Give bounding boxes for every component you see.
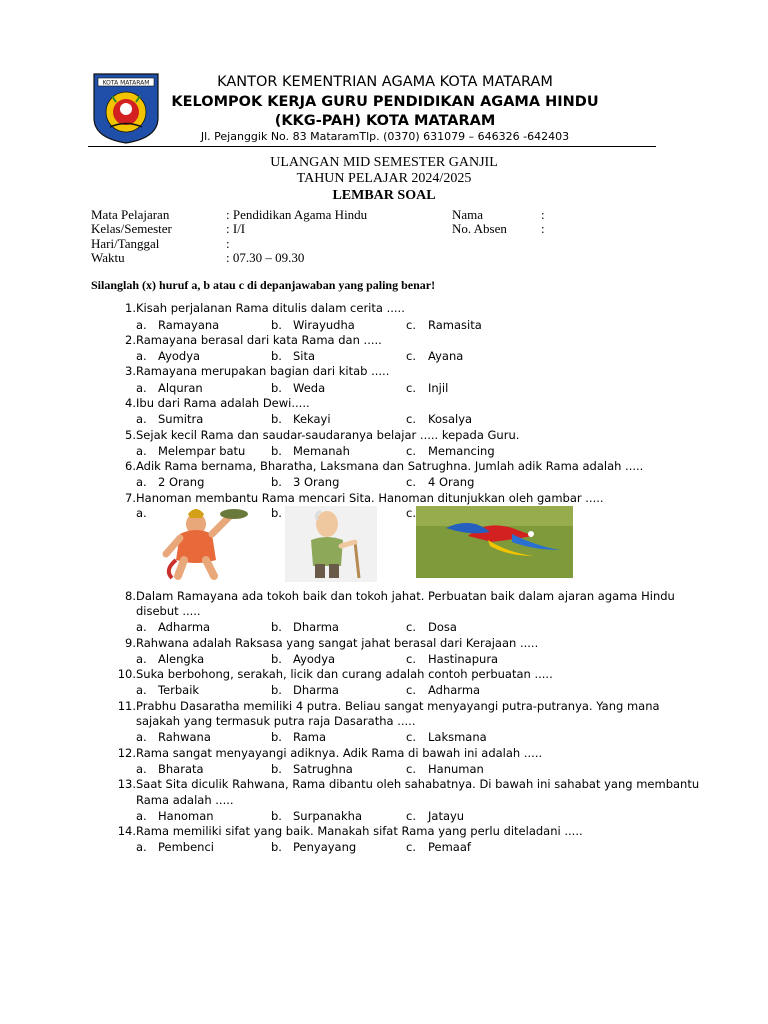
option-a: a. — [136, 506, 147, 520]
question-1 — [112, 301, 405, 315]
option-c: c. Ayana — [406, 349, 464, 363]
info-label-absen: No. Absen — [452, 221, 507, 236]
info-value-class: : I/I — [226, 221, 246, 236]
option-b: b. Ayodya — [271, 652, 336, 666]
exam-subtitle: LEMBAR SOAL — [332, 188, 436, 203]
info-value-subject: : Pendidikan Agama Hindu — [226, 207, 368, 222]
option-c: c. Adharma — [406, 683, 481, 697]
option-a: a. Ayodya — [136, 349, 201, 363]
info-value-absen: : — [541, 221, 545, 236]
question-number: 1. — [125, 301, 136, 315]
info-label-subject: Mata Pelajaran — [91, 207, 170, 222]
option-a: a. Alengka — [136, 652, 205, 666]
header-divider — [88, 146, 656, 147]
option-a: a. Ramayana — [136, 318, 220, 332]
info-label-name: Nama — [452, 207, 484, 222]
header-address: Jl. Pejanggik No. 83 MataramTlp. (0370) 631079 – 646326 -642403 — [200, 130, 570, 143]
question-13-continued: Rama adalah ..... — [136, 793, 234, 807]
question-6: 6. Adik Rama bernama, Bharatha, Laksmana dan Satrughna. Jumlah adik Rama adalah ..... — [125, 459, 644, 473]
option-b: b. Wirayudha — [271, 318, 355, 332]
option-c: c. 4 Orang — [406, 475, 475, 489]
header-line-1: KANTOR KEMENTRIAN AGAMA KOTA MATARAM — [217, 74, 553, 90]
option-b: b. Weda — [271, 381, 326, 395]
question-8-continued: disebut ..... — [136, 604, 201, 618]
info-label-date: Hari/Tanggal — [91, 236, 160, 251]
option-a: a. Alquran — [136, 381, 203, 395]
option-a: a. Rahwana — [136, 730, 211, 744]
question-2: 2. Ramayana berasal dari kata Rama dan ..... — [125, 333, 382, 347]
question-12: 12. Rama sangat menyayangi adiknya. Adik Rama di bawah ini adalah ..... — [117, 746, 543, 760]
option-c: c. — [406, 506, 416, 520]
hanoman-picture — [158, 504, 250, 580]
option-b: b. — [271, 506, 282, 520]
option-c: c. Jatayu — [406, 809, 465, 823]
logo-text: KOTA MATARAM — [102, 79, 150, 87]
option-b: b. Sita — [271, 349, 316, 363]
question-4: 4. Ibu dari Rama adalah Dewi..... — [125, 396, 310, 410]
option-a: a. Bharata — [136, 762, 204, 776]
old-man-picture — [285, 506, 377, 582]
option-b: b. 3 Orang — [271, 475, 340, 489]
option-c: c. Kosalya — [406, 412, 473, 426]
info-label-time: Waktu — [91, 250, 125, 265]
option-c: c. Pemaaf — [406, 840, 471, 854]
question-3: 3. Ramayana merupakan bagian dari kitab ..... — [125, 364, 390, 378]
info-value-time: : 07.30 – 09.30 — [226, 250, 305, 265]
option-c: c. Hastinapura — [406, 652, 499, 666]
parrot-picture — [416, 506, 573, 578]
option-b: b. Memanah — [271, 444, 350, 458]
header-line-3: (KKG-PAH) KOTA MATARAM — [274, 113, 496, 129]
option-b: b. Dharma — [271, 620, 339, 634]
option-a: a. Hanoman — [136, 809, 214, 823]
question-11: 11. Prabhu Dasaratha memiliki 4 putra. Beliau sangat menyayangi putra-putranya. Yang mana — [117, 699, 660, 713]
question-7: 7. Hanoman membantu Rama mencari Sita. Hanoman ditunjukkan oleh gambar ..... — [125, 491, 604, 505]
option-b: b. Rama — [271, 730, 327, 744]
option-b: b. Kekayi — [271, 412, 331, 426]
info-value-date: : — [226, 236, 230, 251]
question-5: 5. Sejak kecil Rama dan saudar-saudaranya belajar ..... kepada Guru. — [125, 428, 520, 442]
option-a: a. Sumitra — [136, 412, 204, 426]
instruction: Silanglah (x) huruf a, b atau c di depanjawaban yang paling benar! — [91, 278, 436, 292]
option-b: b. Penyayang — [271, 840, 357, 854]
question-10: 10. Suka berbohong, serakah, licik dan curang adalah contoh perbuatan ..... — [117, 667, 553, 681]
option-a: a. Adharma — [136, 620, 211, 634]
exam-title: ULANGAN MID SEMESTER GANJIL — [270, 155, 498, 170]
option-a: a. 2 Orang — [136, 475, 205, 489]
option-a: a. Terbaik — [136, 683, 200, 697]
info-value-name: : — [541, 207, 545, 222]
option-a: a. Melempar batu — [136, 444, 246, 458]
question-8: 8. Dalam Ramayana ada tokoh baik dan tokoh jahat. Perbuatan baik dalam ajaran agama Hindu — [125, 589, 675, 603]
option-c: c. Dosa — [406, 620, 457, 634]
question-13: 13. Saat Sita diculik Rahwana, Rama dibantu oleh sahabatnya. Di bawah ini sahabat yang membantu — [117, 777, 700, 791]
kota-mataram-logo — [92, 72, 160, 144]
question-9: 9. Rahwana adalah Raksasa yang sangat jahat berasal dari Kerajaan ..... — [125, 636, 539, 650]
header-line-2: KELOMPOK KERJA GURU PENDIDIKAN AGAMA HINDU — [171, 94, 599, 110]
info-label-class: Kelas/Semester — [91, 221, 172, 236]
option-b: b. Dharma — [271, 683, 339, 697]
option-c: c. Injil — [406, 381, 449, 395]
question-14: 14. Rama memiliki sifat yang baik. Manakah sifat Rama yang perlu diteladani ..... — [117, 824, 583, 838]
option-c: c. Hanuman — [406, 762, 484, 776]
option-b: b. Satrughna — [271, 762, 353, 776]
option-a: a. Pembenci — [136, 840, 214, 854]
option-b: b. Surpanakha — [271, 809, 362, 823]
question-text: Kisah perjalanan Rama ditulis dalam cerita ..... — [136, 301, 405, 315]
option-c: c. Memancing — [406, 444, 495, 458]
option-c: c. Ramasita — [406, 318, 482, 332]
option-c: c. Laksmana — [406, 730, 487, 744]
exam-year: TAHUN PELAJAR 2024/2025 — [296, 171, 472, 186]
question-11-continued: sajakah yang termasuk putra raja Dasaratha ..... — [136, 714, 416, 728]
